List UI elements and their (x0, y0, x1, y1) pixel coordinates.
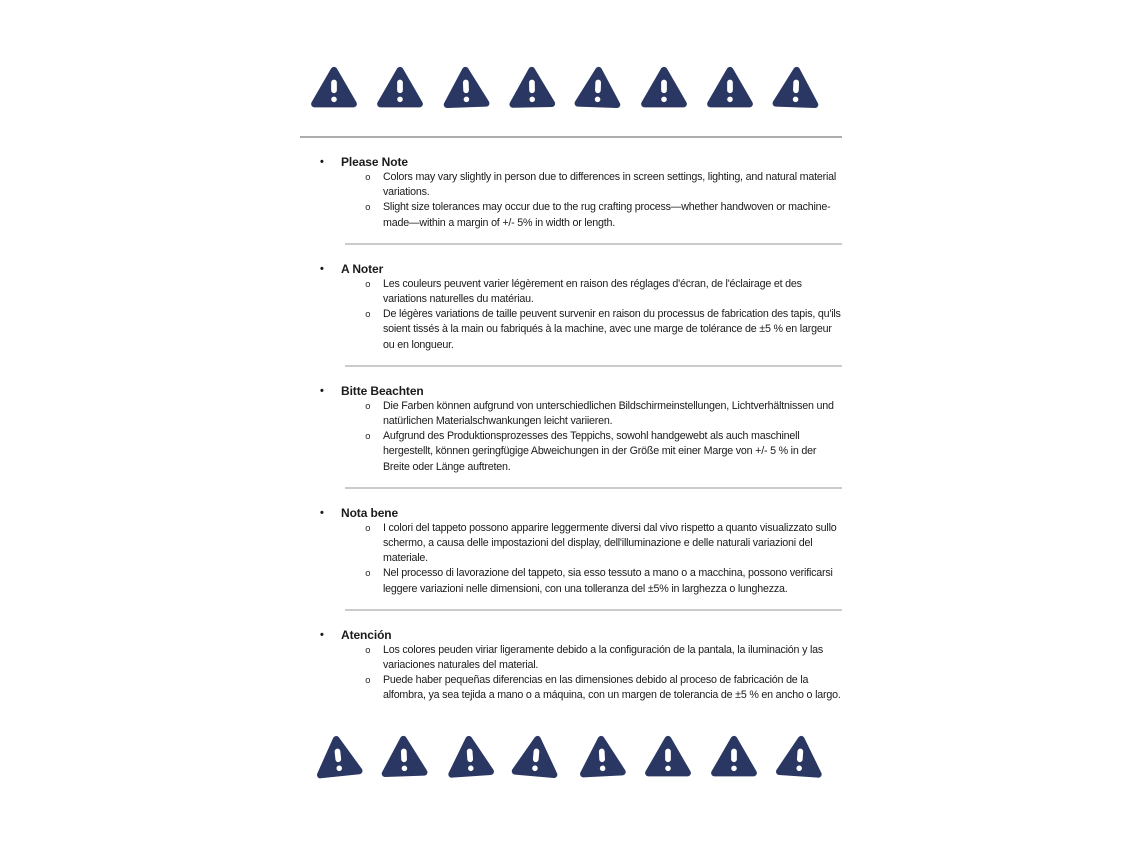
note-section-italian (300, 506, 842, 597)
bullet-level1: • (320, 384, 324, 397)
divider-section (345, 609, 842, 611)
note-item: Les couleurs peuvent varier légèrement en raison des réglages d'écran, de l'éclairage et des variations naturelles du matériau. (383, 277, 802, 306)
note-item: I colori del tappeto possono apparire leggermente diversi dal vivo rispetto a quanto visualizzato sullo schermo, a causa delle impostazioni del display, dell'illuminazione e delle naturali variazioni del materiale. (383, 521, 837, 565)
bullet-level2: o (365, 431, 371, 443)
bullet-level2: o (365, 675, 371, 687)
warning-triangle-icon (573, 60, 623, 115)
section-heading: Bitte Beachten (341, 383, 424, 398)
warning-triangle-icon (644, 730, 692, 783)
bullet-level2: o (365, 522, 371, 534)
warning-triangle-icon (311, 727, 364, 785)
warning-icons-row-bottom (300, 730, 842, 783)
note-item: Los colores peuden viriar ligeramente debido a la configuración de la pantala, la iluminación y las variaciones naturales del material. (383, 643, 824, 672)
warning-icons-row-top (300, 61, 842, 114)
bullet-level2: o (365, 278, 371, 290)
warning-triangle-icon (771, 60, 821, 115)
section-heading: Please Note (341, 155, 408, 169)
note-item: Nel processo di lavorazione del tappeto, sia esso tessuto a mano o a macchina, possono verificarsi leggere variazioni nelle dimensioni, con una tolleranza del ±5% in larghezza o lunghezza. (383, 567, 833, 595)
section-heading: Nota bene (341, 505, 399, 520)
bullet-level2: o (365, 172, 371, 183)
note-section-french (300, 262, 842, 353)
bullet-level1: • (320, 262, 324, 275)
divider-top (300, 136, 842, 138)
warning-triangle-icon (577, 728, 628, 783)
warning-triangle-icon (310, 61, 358, 114)
note-section-german (300, 384, 842, 475)
bullet-level1: • (320, 506, 324, 519)
bullet-level2: o (365, 644, 371, 656)
warning-triangle-icon (379, 729, 429, 784)
warning-triangle-icon (441, 60, 491, 115)
warning-triangle-icon (444, 728, 496, 784)
divider-section (345, 365, 842, 367)
bullet-level2: o (365, 400, 371, 412)
bullet-level1: • (320, 156, 324, 168)
divider-section (345, 243, 842, 245)
note-item: Colors may vary slightly in person due to differences in screen settings, lighting, and natural material variations. (383, 171, 837, 199)
section-heading: Atención (341, 627, 392, 642)
warning-triangle-icon (640, 61, 688, 114)
section-heading: A Noter (341, 261, 384, 276)
note-item: Puede haber pequeñas diferencias en las dimensiones debido al proceso de fabricación de la alfombra, ya sea tejida a mano o a máquina, con un margen de tolerancia de ±5 % en ancho o largo. (383, 674, 841, 702)
note-item: Slight size tolerances may occur due to the rug crafting process—whether handwoven or machine-made—within a margin of +/- 5% in width or length. (383, 201, 831, 229)
bullet-level2: o (365, 309, 371, 321)
warning-triangle-icon (706, 61, 754, 114)
bullet-level1: • (320, 628, 324, 641)
note-section-spanish (300, 628, 842, 704)
note-item: Aufgrund des Produktionsprozesses des Teppichs, sowohl handgewebt als auch maschinell hergestellt, können geringfügige Abweichungen in der Größe mit einer Marge von +/- 5 % in der Breite oder Länge auftreten. (383, 430, 817, 473)
note-item: Die Farben können aufgrund von unterschiedlichen Bildschirmeinstellungen, Lichtverhältnissen und natürlichen Materialschwankungen leicht variieren. (383, 399, 834, 428)
note-item: De légères variations de taille peuvent survenir en raison du processus de fabrication des tapis, qu'ils soient tissés à la main ou fabriqués à la machine, avec une marge de tolérance de ±5 % en largeur ou en longueur. (383, 308, 841, 351)
warning-triangle-icon (508, 61, 557, 115)
warning-triangle-icon (510, 728, 562, 785)
bullet-level2: o (365, 568, 371, 580)
warning-triangle-icon (774, 728, 826, 784)
notice-document (300, 0, 842, 783)
note-section-english (300, 155, 842, 231)
warning-triangle-icon (376, 61, 424, 114)
divider-section (345, 487, 842, 489)
bullet-level2: o (365, 202, 371, 214)
warning-triangle-icon (710, 730, 758, 783)
